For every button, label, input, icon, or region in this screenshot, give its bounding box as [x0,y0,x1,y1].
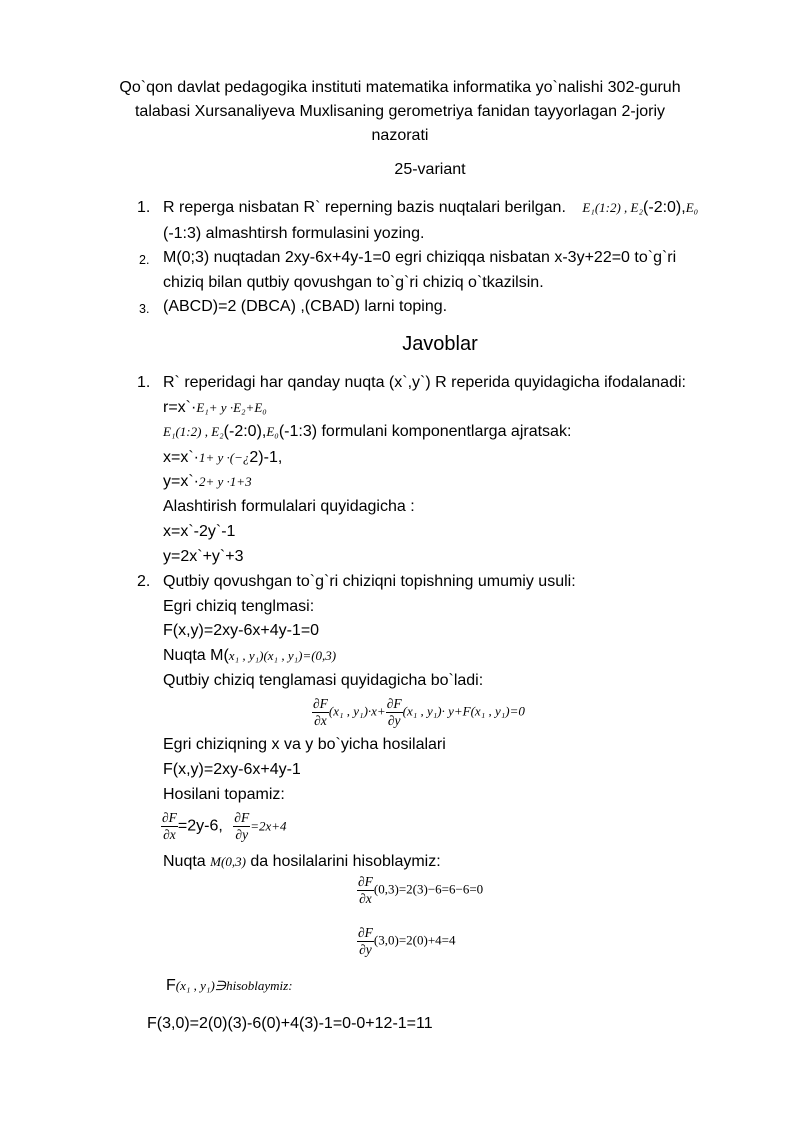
answer-1-line-3-e0: E₀ [266,424,279,439]
answer-2-line-5: Qutbiy chiziq tenglamasi quyidagicha bo`ladi: [163,672,484,689]
answer-1-line-2-math: E₁+ y ·E₂+E₀ [196,400,267,415]
partial-fraction-x [357,874,374,907]
fraction-numerator: ∂F [358,874,373,889]
fraction-denominator: ∂y [235,827,249,842]
task-3-line-1: (ABCD)=2 (DBCA) ,(CBAD) larni toping. [163,298,448,315]
answer-1-line-1: R` reperidagi har qanday nuqta (x`,y`) R reperida quyidagicha ifodalanadi: [163,374,686,391]
partial-fraction-x [312,696,329,729]
answer-2-line-10 [166,976,293,996]
answer-2-line-9-math: M(0,3) [210,854,246,869]
answer-2-line-8: Hosilani topamiz: [163,786,285,803]
task-2-number: 2. [139,253,150,267]
variant-label: 25-variant [394,161,466,178]
answer-1-line-5 [163,472,252,492]
answer-1-line-5-math: 2+ y ·1+3 [199,474,252,489]
evaluation-equation-y [357,925,455,958]
fraction-numerator: ∂F [162,810,177,825]
task-1-number: 1. [137,199,151,216]
polar-equation [312,696,525,729]
task-1-e0: E₀ [685,200,699,215]
document-title [110,76,690,148]
answer-2-line-2: Egri chiziq tenglmasi: [163,598,315,615]
answer-1-line-4-text: x=x`· [163,449,199,466]
answer-1-number: 1. [137,374,151,391]
answer-2-line-1: Qutbiy qovushgan to`g`ri chiziqni topishning umumiy usuli: [163,573,576,590]
answer-2-line-9 [163,852,441,872]
fraction-numerator: ∂F [386,696,402,711]
derivative-y-value: =2x+4 [250,818,287,834]
answer-2-line-4-text: Nuqta M( [163,647,229,664]
answer-1-line-2 [163,398,267,418]
task-1-tail: (-2:0), [643,199,686,216]
task-3-number: 3. [139,302,150,316]
fraction-denominator: ∂y [359,942,372,957]
partial-fraction-y [357,925,374,958]
fraction-numerator: ∂F [358,925,373,940]
fraction-denominator: ∂y [387,713,401,728]
answer-2-line-10-text: F [166,977,176,994]
answer-2-line-6: Egri chiziqning x va y bo`yicha hosilalari [163,736,446,753]
derivative-x-value: =2y-6, [177,817,223,835]
polar-equation-mid-1: (x₁ , y₁)·x+ [328,703,386,719]
task-2-line-2: chiziq bilan qutbiy qovushgan to`g`ri chiziq o`tkazilsin. [163,274,544,291]
fraction-numerator: ∂F [313,696,328,711]
answer-2-line-9-text: Nuqta [163,853,206,870]
fraction-denominator: ∂x [314,713,327,728]
answer-2-line-11: F(3,0)=2(0)(3)-6(0)+4(3)-1=0-0+12-1=11 [147,1015,433,1032]
task-1-math: E₁(1:2) , E₂ [582,200,644,215]
answer-2-line-3: F(x,y)=2xy-6x+4y-1=0 [163,622,320,639]
evaluation-equation-x [357,874,483,907]
answer-2-number: 2. [137,573,151,590]
title-line-3: nazorati [371,127,429,144]
fraction-denominator: ∂x [359,891,372,906]
task-1-text: R reperga nisbatan R` reperning bazis nuqtalari berilgan. [163,199,566,216]
derivatives-line [161,810,287,843]
answer-2-line-9-tail: da hosilalarini hisoblaymiz: [250,853,441,870]
partial-fraction-y [233,810,250,843]
fraction-numerator: ∂F [234,810,250,825]
evaluation-y-value: (3,0)=2(0)+4=4 [373,932,456,948]
task-2-line-1: M(0;3) nuqtadan 2xy-6x+4y-1=0 egri chiziqqa nisbatan x-3y+22=0 to`g`ri [163,249,677,266]
answer-1-line-3-rest: (-1:3) formulani komponentlarga ajratsak: [278,423,572,440]
answer-2-line-10-math: (x₁ , y₁)∋hisoblaymiz: [175,978,293,993]
answer-1-line-6: Alashtirish formulalari quyidagicha : [163,498,415,515]
task-1-line-1 [163,198,698,218]
answer-1-line-4 [163,448,282,468]
task-1-line-2: (-1:3) almashtirsh formulasini yozing. [163,225,425,242]
title-line-2: talabasi Xursanaliyeva Muxlisaning gerometriya fanidan tayyorlagan 2-joriy [134,103,666,120]
answer-2-line-4-math: x₁ , y₁)(x₁ , y₁)=(0,3) [228,648,337,663]
answer-1-line-3 [163,422,571,442]
answers-heading: Javoblar [402,333,478,355]
partial-fraction-y [386,696,403,729]
answer-1-line-7: x=x`-2y`-1 [163,523,236,540]
answer-2-line-4 [163,646,336,666]
answer-1-line-4-tail: 2)-1, [249,449,283,466]
polar-equation-mid-2: (x₁ , y₁)· y+F(x₁ , y₁)=0 [402,703,525,719]
partial-fraction-x [161,810,178,843]
answer-1-line-2-text: r=x`· [163,399,197,416]
answer-1-line-4-math: 1+ y ·(−¿ [199,450,250,465]
answer-2-line-7: F(x,y)=2xy-6x+4y-1 [163,761,301,778]
answer-1-line-5-text: y=x`· [163,473,199,490]
evaluation-x-value: (0,3)=2(3)−6=6−6=0 [373,881,484,897]
title-line-1: Qo`qon davlat pedagogika instituti matematika informatika yo`nalishi 302-guruh [119,79,681,96]
answer-1-line-3-tail: (-2:0), [223,423,267,440]
fraction-denominator: ∂x [163,827,176,842]
answer-1-line-3-math: E₁(1:2) , E₂ [163,424,224,439]
answer-1-line-8: y=2x`+y`+3 [163,548,244,565]
